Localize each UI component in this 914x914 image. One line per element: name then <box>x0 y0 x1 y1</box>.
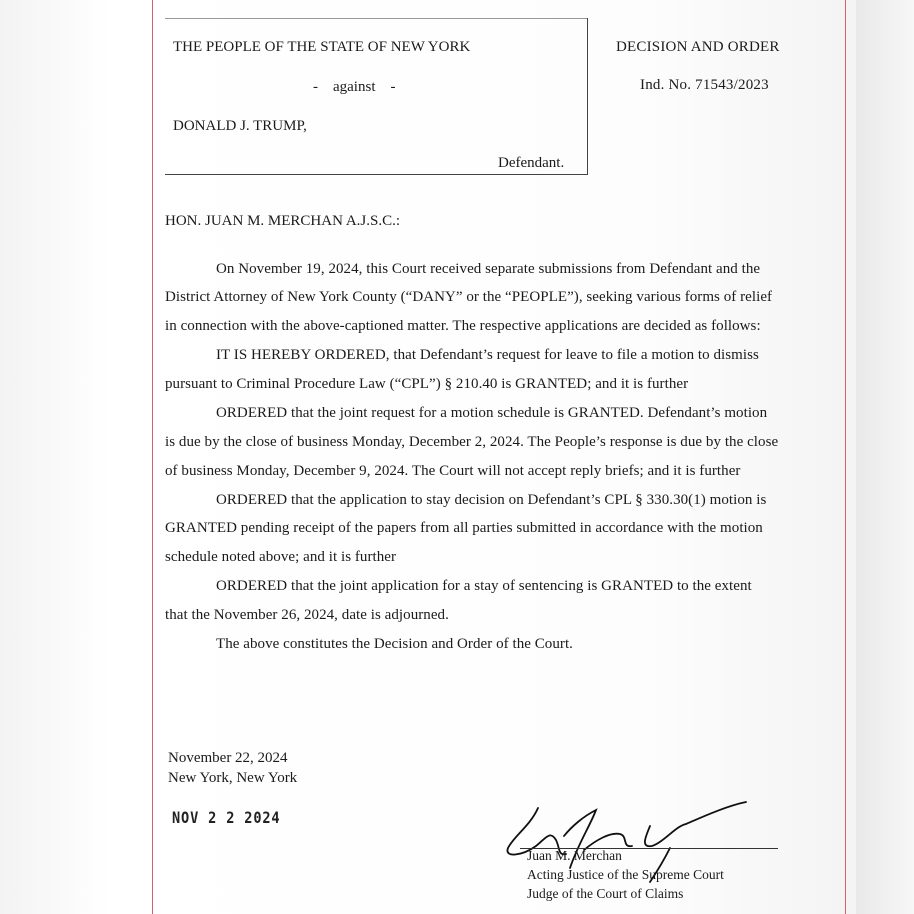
paragraph-5-line-2: that the November 26, 2024, date is adjourned. <box>165 607 449 623</box>
signer-title-court-of-claims: Judge of the Court of Claims <box>527 886 684 901</box>
paragraph-3-line-1: ORDERED that the joint request for a motion schedule is GRANTED. Defendant’s motion <box>216 405 768 421</box>
page-edge-shadow <box>856 0 914 914</box>
paragraph-5-line-1: ORDERED that the joint application for a stay of sentencing is GRANTED to the extent <box>216 578 752 594</box>
paragraph-3-line-2: is due by the close of business Monday, December 2, 2024. The People’s response is due by the close <box>165 434 779 450</box>
received-date-stamp: NOV 2 2 2024 <box>172 808 281 827</box>
order-date: November 22, 2024 <box>168 750 288 766</box>
paragraph-6-line-1: The above constitutes the Decision and Order of the Court. <box>216 636 573 652</box>
paragraph-3-line-3: of business Monday, December 9, 2024. The Court will not accept reply briefs; and it is further <box>165 463 741 479</box>
judge-salutation: HON. JUAN M. MERCHAN A.J.S.C.: <box>165 213 401 229</box>
paragraph-4-line-2: GRANTED pending receipt of the papers from all parties submitted in accordance with the motion <box>165 520 763 536</box>
caption-plaintiff: THE PEOPLE OF THE STATE OF NEW YORK <box>173 39 471 55</box>
paragraph-1-line-3: in connection with the above-captioned matter. The respective applications are decided as follows: <box>165 318 761 334</box>
right-margin-rule <box>845 0 846 914</box>
index-number: Ind. No. 71543/2023 <box>640 77 769 93</box>
left-margin-rule <box>152 0 153 914</box>
document-title: DECISION AND ORDER <box>616 39 780 55</box>
signer-name: Juan M. Merchan <box>527 848 622 863</box>
caption-defendant-label: Defendant. <box>498 155 565 171</box>
signer-title-supreme-court: Acting Justice of the Supreme Court <box>527 867 724 882</box>
paragraph-4-line-3: schedule noted above; and it is further <box>165 549 397 565</box>
caption-against: - against - <box>313 79 396 95</box>
caption-defendant-name: DONALD J. TRUMP, <box>173 118 307 134</box>
paragraph-1-line-1: On November 19, 2024, this Court received separate submissions from Defendant and the <box>216 261 761 277</box>
paragraph-1-line-2: District Attorney of New York County (“DANY” or the “PEOPLE”), seeking various forms of relief <box>165 289 773 305</box>
order-place: New York, New York <box>168 770 298 786</box>
paragraph-2-line-1: IT IS HEREBY ORDERED, that Defendant’s request for leave to file a motion to dismiss <box>216 347 759 363</box>
paragraph-4-line-1: ORDERED that the application to stay decision on Defendant’s CPL § 330.30(1) motion is <box>216 492 767 508</box>
paragraph-2-line-2: pursuant to Criminal Procedure Law (“CPL”) § 210.40 is GRANTED; and it is further <box>165 376 689 392</box>
